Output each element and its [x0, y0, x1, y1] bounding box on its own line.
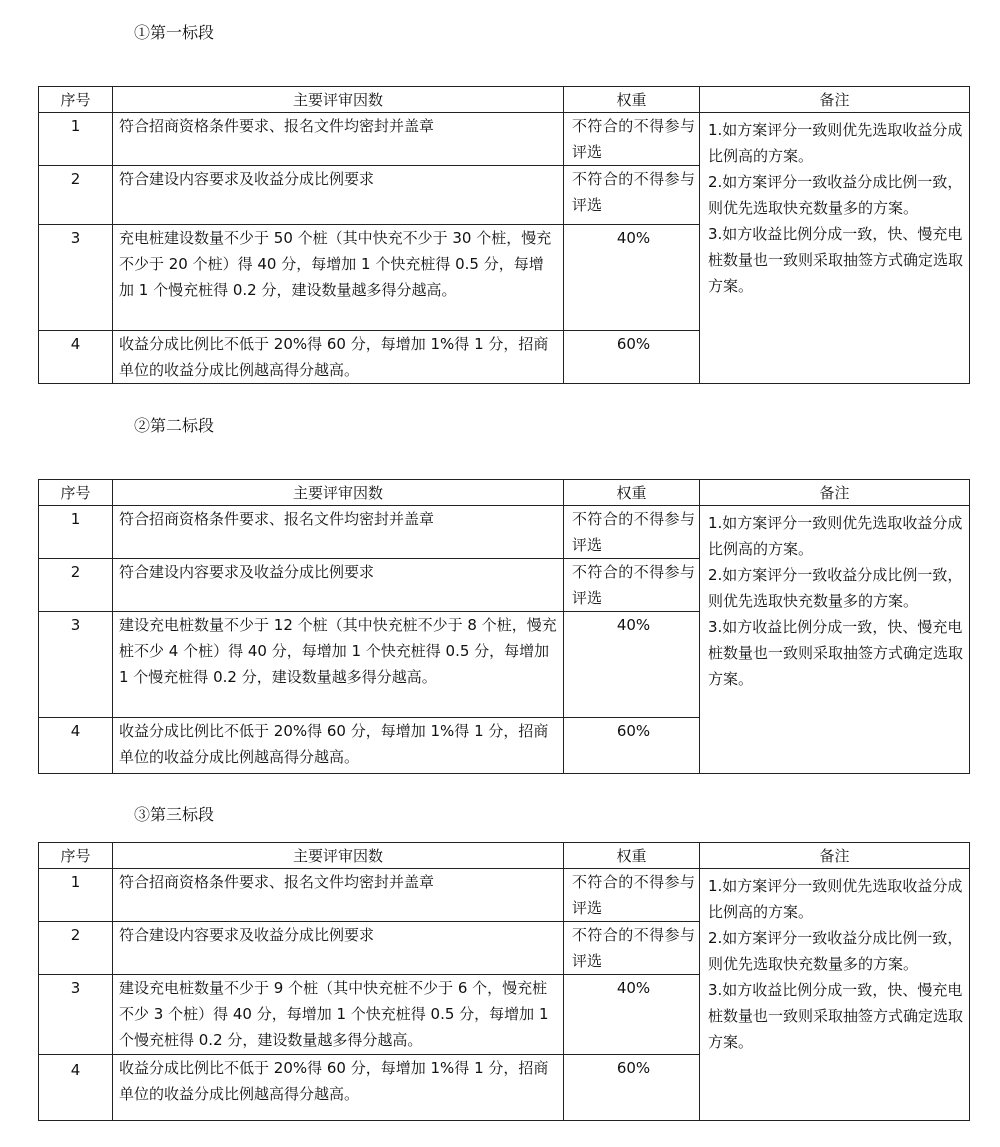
remark-line: 2.如方案评分一致收益分成比例一致，则优先选取快充数量多的方案。 [708, 566, 963, 610]
row-number: 2 [39, 922, 113, 975]
section-title: ③第三标段 [134, 805, 215, 824]
row-weight: 60% [564, 331, 700, 384]
evaluation-table [38, 86, 970, 384]
row-factor: 符合建设内容要求及收益分成比例要求 [113, 559, 564, 612]
row-number: 4 [39, 1055, 113, 1121]
row-factor: 收益分成比例比不低于 20%得 60 分，每增加 1%得 1 分，招商单位的收益分成比例越高得分越高。 [113, 718, 564, 774]
table-header-row [39, 480, 970, 506]
row-number: 3 [39, 612, 113, 718]
evaluation-table [38, 842, 970, 1121]
row-number: 3 [39, 225, 113, 331]
row-factor: 符合招商资格条件要求、报名文件均密封并盖章 [113, 113, 564, 166]
row-weight: 60% [564, 718, 700, 774]
row-factor: 充电桩建设数量不少于 50 个桩（其中快充不少于 30 个桩，慢充不少于 20 个桩）得 40 分，每增加 1 个快充桩得 0.5 分，每增加 1 个慢充桩得 0.2 分，建设数量越多得分越高。 [113, 225, 564, 331]
row-number: 2 [39, 166, 113, 225]
row-weight: 不符合的不得参与评选 [564, 922, 700, 975]
row-factor: 建设充电桩数量不少于 12 个桩（其中快充桩不少于 8 个桩，慢充桩不少 4 个桩）得 40 分，每增加 1 个快充桩得 0.5 分，每增加 1 个慢充桩得 0.2 分，建设数量越多得分越高。 [113, 612, 564, 718]
header-no: 序号 [39, 480, 113, 506]
row-factor: 符合招商资格条件要求、报名文件均密封并盖章 [113, 506, 564, 559]
header-no: 序号 [39, 87, 113, 113]
header-factor: 主要评审因数 [113, 843, 564, 869]
row-weight: 不符合的不得参与评选 [564, 559, 700, 612]
table-row [39, 506, 970, 559]
header-weight: 权重 [564, 480, 700, 506]
row-factor: 收益分成比例比不低于 20%得 60 分，每增加 1%得 1 分，招商单位的收益分成比例越高得分越高。 [113, 331, 564, 384]
row-number: 2 [39, 559, 113, 612]
remark-line: 3.如方收益比例分成一致，快、慢充电桩数量也一致则采取抽签方式确定选取方案。 [708, 225, 964, 295]
row-factor: 符合建设内容要求及收益分成比例要求 [113, 922, 564, 975]
remarks-cell [700, 869, 970, 1121]
table-row [39, 113, 970, 166]
row-weight: 不符合的不得参与评选 [564, 113, 700, 166]
header-weight: 权重 [564, 843, 700, 869]
row-factor: 建设充电桩数量不少于 9 个桩（其中快充桩不少于 6 个，慢充桩不少 3 个桩）得 40 分，每增加 1 个快充桩得 0.5 分，每增加 1 个慢充桩得 0.2 分，建设数量越多得分越高。 [113, 975, 564, 1055]
row-factor: 符合招商资格条件要求、报名文件均密封并盖章 [113, 869, 564, 922]
row-weight: 不符合的不得参与评选 [564, 506, 700, 559]
row-factor: 符合建设内容要求及收益分成比例要求 [113, 166, 564, 225]
row-number: 4 [39, 331, 113, 384]
header-remark: 备注 [700, 843, 970, 869]
row-factor: 收益分成比例比不低于 20%得 60 分，每增加 1%得 1 分，招商单位的收益分成比例越高得分越高。 [113, 1055, 564, 1121]
row-number: 1 [39, 869, 113, 922]
remarks-cell [700, 113, 970, 384]
section-title: ②第二标段 [134, 416, 215, 435]
header-no: 序号 [39, 843, 113, 869]
section-title: ①第一标段 [134, 23, 215, 42]
remark-line: 3.如方收益比例分成一致，快、慢充电桩数量也一致则采取抽签方式确定选取方案。 [708, 981, 964, 1051]
header-remark: 备注 [700, 480, 970, 506]
header-weight: 权重 [564, 87, 700, 113]
row-weight: 60% [564, 1055, 700, 1121]
row-number: 1 [39, 113, 113, 166]
row-number: 4 [39, 718, 113, 774]
remark-line: 1.如方案评分一致则优先选取收益分成比例高的方案。 [708, 877, 963, 921]
table-header-row [39, 87, 970, 113]
row-weight: 40% [564, 612, 700, 718]
remarks-cell [700, 506, 970, 774]
table-row [39, 869, 970, 922]
remark-line: 1.如方案评分一致则优先选取收益分成比例高的方案。 [708, 121, 963, 165]
header-factor: 主要评审因数 [113, 480, 564, 506]
remark-line: 1.如方案评分一致则优先选取收益分成比例高的方案。 [708, 514, 963, 558]
row-weight: 40% [564, 225, 700, 331]
header-remark: 备注 [700, 87, 970, 113]
row-number: 3 [39, 975, 113, 1055]
table-header-row [39, 843, 970, 869]
row-number: 1 [39, 506, 113, 559]
row-weight: 40% [564, 975, 700, 1055]
row-weight: 不符合的不得参与评选 [564, 166, 700, 225]
remark-line: 2.如方案评分一致收益分成比例一致，则优先选取快充数量多的方案。 [708, 173, 963, 217]
evaluation-table [38, 479, 970, 774]
row-weight: 不符合的不得参与评选 [564, 869, 700, 922]
remark-line: 3.如方收益比例分成一致，快、慢充电桩数量也一致则采取抽签方式确定选取方案。 [708, 618, 964, 688]
remark-line: 2.如方案评分一致收益分成比例一致，则优先选取快充数量多的方案。 [708, 929, 963, 973]
header-factor: 主要评审因数 [113, 87, 564, 113]
